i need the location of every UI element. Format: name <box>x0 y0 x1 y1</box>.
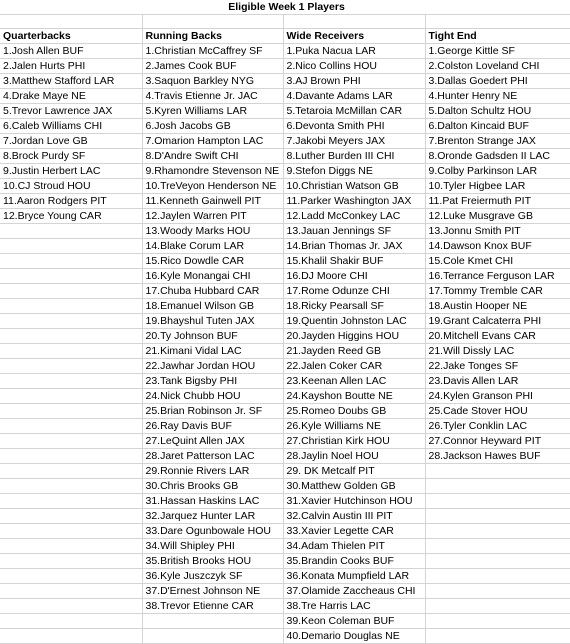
player-cell-wide-receivers[interactable]: 32.Calvin Austin III PIT <box>283 509 425 524</box>
player-cell-tight-end[interactable]: 18.Austin Hooper NE <box>425 299 570 314</box>
player-cell-wide-receivers[interactable]: 4.Davante Adams LAR <box>283 89 425 104</box>
cell[interactable] <box>0 239 142 254</box>
table-row <box>0 104 570 119</box>
player-cell-tight-end[interactable]: 1.George Kittle SF <box>425 44 570 59</box>
spacer-row <box>0 15 570 29</box>
player-cell-running-backs[interactable]: 7.Omarion Hampton LAC <box>142 134 283 149</box>
table-row <box>0 224 570 239</box>
cell[interactable] <box>425 629 570 644</box>
cell[interactable] <box>0 569 142 584</box>
player-cell-wide-receivers[interactable]: 2.Nico Collins HOU <box>283 59 425 74</box>
cell[interactable] <box>0 314 142 329</box>
player-cell-wide-receivers[interactable]: 10.Christian Watson GB <box>283 179 425 194</box>
player-cell-wide-receivers[interactable]: 14.Brian Thomas Jr. JAX <box>283 239 425 254</box>
player-cell-running-backs[interactable]: 31.Hassan Haskins LAC <box>142 494 283 509</box>
player-cell-wide-receivers[interactable]: 19.Quentin Johnston LAC <box>283 314 425 329</box>
player-cell-running-backs[interactable]: 12.Jaylen Warren PIT <box>142 209 283 224</box>
player-cell-tight-end[interactable]: 24.Kylen Granson PHI <box>425 389 570 404</box>
table-row <box>0 464 570 479</box>
player-cell-running-backs[interactable]: 24.Nick Chubb HOU <box>142 389 283 404</box>
table-row <box>0 599 570 614</box>
player-cell-wide-receivers[interactable]: 15.Khalil Shakir BUF <box>283 254 425 269</box>
cell[interactable] <box>0 509 142 524</box>
player-cell-tight-end[interactable]: 20.Mitchell Evans CAR <box>425 329 570 344</box>
player-cell-running-backs[interactable]: 29.Ronnie Rivers LAR <box>142 464 283 479</box>
player-cell-tight-end[interactable]: 22.Jake Tonges SF <box>425 359 570 374</box>
title-row <box>0 0 570 15</box>
player-cell-wide-receivers[interactable]: 24.Kayshon Boutte NE <box>283 389 425 404</box>
player-cell-running-backs[interactable]: 5.Kyren Williams LAR <box>142 104 283 119</box>
player-cell-wide-receivers[interactable]: 1.Puka Nacua LAR <box>283 44 425 59</box>
table-row <box>0 614 570 629</box>
player-cell-running-backs[interactable]: 17.Chuba Hubbard CAR <box>142 284 283 299</box>
player-cell-wide-receivers[interactable]: 18.Ricky Pearsall SF <box>283 299 425 314</box>
player-cell-tight-end[interactable]: 23.Davis Allen LAR <box>425 374 570 389</box>
table-row <box>0 524 570 539</box>
player-cell-wide-receivers[interactable]: 28.Jaylin Noel HOU <box>283 449 425 464</box>
cell[interactable] <box>425 584 570 599</box>
table-row <box>0 359 570 374</box>
cell[interactable] <box>0 404 142 419</box>
cell[interactable] <box>0 284 142 299</box>
table-row <box>0 74 570 89</box>
table-row <box>0 89 570 104</box>
cell[interactable] <box>425 494 570 509</box>
cell[interactable] <box>0 419 142 434</box>
cell[interactable] <box>0 269 142 284</box>
player-cell-running-backs[interactable]: 15.Rico Dowdle CAR <box>142 254 283 269</box>
table-row <box>0 239 570 254</box>
player-cell-wide-receivers[interactable]: 30.Matthew Golden GB <box>283 479 425 494</box>
cell[interactable] <box>0 329 142 344</box>
player-cell-tight-end[interactable]: 4.Hunter Henry NE <box>425 89 570 104</box>
player-cell-wide-receivers[interactable]: 12.Ladd McConkey LAC <box>283 209 425 224</box>
player-cell-quarterbacks[interactable]: 3.Matthew Stafford LAR <box>0 74 142 89</box>
cell[interactable] <box>0 584 142 599</box>
player-cell-running-backs[interactable]: 13.Woody Marks HOU <box>142 224 283 239</box>
cell[interactable] <box>0 599 142 614</box>
player-cell-running-backs[interactable]: 11.Kenneth Gainwell PIT <box>142 194 283 209</box>
player-cell-running-backs[interactable]: 2.James Cook BUF <box>142 59 283 74</box>
player-cell-running-backs[interactable]: 8.D'Andre Swift CHI <box>142 149 283 164</box>
player-cell-wide-receivers[interactable]: 9.Stefon Diggs NE <box>283 164 425 179</box>
cell[interactable] <box>0 554 142 569</box>
player-cell-tight-end[interactable]: 7.Brenton Strange JAX <box>425 134 570 149</box>
player-cell-running-backs[interactable]: 22.Jawhar Jordan HOU <box>142 359 283 374</box>
player-cell-running-backs[interactable]: 20.Ty Johnson BUF <box>142 329 283 344</box>
player-cell-quarterbacks[interactable]: 5.Trevor Lawrence JAX <box>0 104 142 119</box>
player-cell-wide-receivers[interactable]: 21.Jayden Reed GB <box>283 344 425 359</box>
player-cell-wide-receivers[interactable]: 31.Xavier Hutchinson HOU <box>283 494 425 509</box>
cell[interactable] <box>425 539 570 554</box>
header-tight-end[interactable]: Tight End <box>425 29 570 44</box>
player-cell-quarterbacks[interactable]: 9.Justin Herbert LAC <box>0 164 142 179</box>
cell[interactable] <box>425 464 570 479</box>
player-cell-tight-end[interactable]: 16.Terrance Ferguson LAR <box>425 269 570 284</box>
player-cell-tight-end[interactable]: 10.Tyler Higbee LAR <box>425 179 570 194</box>
player-cell-tight-end[interactable]: 11.Pat Freiermuth PIT <box>425 194 570 209</box>
cell[interactable] <box>0 629 142 644</box>
table-row <box>0 194 570 209</box>
player-cell-quarterbacks[interactable]: 8.Brock Purdy SF <box>0 149 142 164</box>
player-cell-wide-receivers[interactable]: 17.Rome Odunze CHI <box>283 284 425 299</box>
player-cell-wide-receivers[interactable]: 26.Kyle Williams NE <box>283 419 425 434</box>
table-row <box>0 209 570 224</box>
player-cell-wide-receivers[interactable]: 3.AJ Brown PHI <box>283 74 425 89</box>
cell[interactable] <box>425 614 570 629</box>
player-cell-running-backs[interactable]: 30.Chris Brooks GB <box>142 479 283 494</box>
table-row <box>0 494 570 509</box>
table-row <box>0 254 570 269</box>
cell[interactable] <box>0 389 142 404</box>
player-cell-running-backs[interactable]: 34.Will Shipley PHI <box>142 539 283 554</box>
table-row <box>0 434 570 449</box>
table-row <box>0 449 570 464</box>
player-cell-quarterbacks[interactable]: 1.Josh Allen BUF <box>0 44 142 59</box>
table-row <box>0 554 570 569</box>
header-running-backs[interactable]: Running Backs <box>142 29 283 44</box>
player-cell-quarterbacks[interactable]: 11.Aaron Rodgers PIT <box>0 194 142 209</box>
player-cell-wide-receivers[interactable]: 5.Tetaroia McMillan CAR <box>283 104 425 119</box>
player-cell-running-backs[interactable]: 38.Trevor Etienne CAR <box>142 599 283 614</box>
table-row <box>0 269 570 284</box>
player-cell-tight-end[interactable]: 13.Jonnu Smith PIT <box>425 224 570 239</box>
player-cell-running-backs[interactable]: 10.TreVeyon Henderson NE <box>142 179 283 194</box>
header-quarterbacks[interactable]: Quarterbacks <box>0 29 142 44</box>
table-row <box>0 584 570 599</box>
player-cell-wide-receivers[interactable]: 29. DK Metcalf PIT <box>283 464 425 479</box>
player-cell-quarterbacks[interactable]: 7.Jordan Love GB <box>0 134 142 149</box>
player-cell-wide-receivers[interactable]: 25.Romeo Doubs GB <box>283 404 425 419</box>
player-cell-running-backs[interactable]: 32.Jarquez Hunter LAR <box>142 509 283 524</box>
player-cell-wide-receivers[interactable]: 35.Brandin Cooks BUF <box>283 554 425 569</box>
player-cell-running-backs[interactable]: 36.Kyle Juszczyk SF <box>142 569 283 584</box>
player-cell-tight-end[interactable]: 8.Oronde Gadsden II LAC <box>425 149 570 164</box>
player-cell-running-backs[interactable]: 9.Rhamondre Stevenson NE <box>142 164 283 179</box>
cell[interactable] <box>425 599 570 614</box>
cell[interactable] <box>0 479 142 494</box>
table-row <box>0 59 570 74</box>
player-cell-tight-end[interactable]: 21.Will Dissly LAC <box>425 344 570 359</box>
player-cell-tight-end[interactable]: 28.Jackson Hawes BUF <box>425 449 570 464</box>
player-cell-tight-end[interactable]: 17.Tommy Tremble CAR <box>425 284 570 299</box>
table-row <box>0 569 570 584</box>
table-row <box>0 164 570 179</box>
player-cell-wide-receivers[interactable]: 22.Jalen Coker CAR <box>283 359 425 374</box>
header-wide-receivers[interactable]: Wide Receivers <box>283 29 425 44</box>
header-row <box>0 29 570 44</box>
table-row <box>0 284 570 299</box>
player-cell-tight-end[interactable]: 9.Colby Parkinson LAR <box>425 164 570 179</box>
player-cell-quarterbacks[interactable]: 6.Caleb Williams CHI <box>0 119 142 134</box>
player-cell-wide-receivers[interactable]: 39.Keon Coleman BUF <box>283 614 425 629</box>
cell[interactable] <box>0 374 142 389</box>
player-cell-running-backs[interactable]: 14.Blake Corum LAR <box>142 239 283 254</box>
cell[interactable] <box>425 524 570 539</box>
player-cell-wide-receivers[interactable]: 7.Jakobi Meyers JAX <box>283 134 425 149</box>
table-row <box>0 149 570 164</box>
table-row <box>0 509 570 524</box>
cell[interactable] <box>425 479 570 494</box>
cell[interactable] <box>0 434 142 449</box>
cell[interactable] <box>0 539 142 554</box>
player-cell-wide-receivers[interactable]: 23.Keenan Allen LAC <box>283 374 425 389</box>
player-cell-wide-receivers[interactable]: 38.Tre Harris LAC <box>283 599 425 614</box>
table-row <box>0 419 570 434</box>
cell[interactable] <box>425 569 570 584</box>
player-cell-running-backs[interactable]: 18.Emanuel Wilson GB <box>142 299 283 314</box>
player-cell-wide-receivers[interactable]: 20.Jayden Higgins HOU <box>283 329 425 344</box>
sheet-title[interactable]: Eligible Week 1 Players <box>0 0 570 15</box>
table-row <box>0 404 570 419</box>
player-cell-tight-end[interactable]: 27.Connor Heyward PIT <box>425 434 570 449</box>
player-cell-tight-end[interactable]: 2.Colston Loveland CHI <box>425 59 570 74</box>
player-cell-tight-end[interactable]: 6.Dalton Kincaid BUF <box>425 119 570 134</box>
player-cell-quarterbacks[interactable]: 12.Bryce Young CAR <box>0 209 142 224</box>
cell[interactable] <box>0 344 142 359</box>
player-cell-tight-end[interactable]: 19.Grant Calcaterra PHI <box>425 314 570 329</box>
player-cell-wide-receivers[interactable]: 37.Olamide Zaccheaus CHI <box>283 584 425 599</box>
player-cell-wide-receivers[interactable]: 8.Luther Burden III CHI <box>283 149 425 164</box>
cell[interactable] <box>0 524 142 539</box>
player-cell-tight-end[interactable]: 15.Cole Kmet CHI <box>425 254 570 269</box>
table-row <box>0 134 570 149</box>
player-cell-tight-end[interactable]: 14.Dawson Knox BUF <box>425 239 570 254</box>
cell[interactable] <box>425 509 570 524</box>
cell[interactable] <box>0 464 142 479</box>
player-cell-wide-receivers[interactable]: 16.DJ Moore CHI <box>283 269 425 284</box>
cell[interactable] <box>0 254 142 269</box>
cell[interactable] <box>0 15 142 29</box>
player-cell-quarterbacks[interactable]: 4.Drake Maye NE <box>0 89 142 104</box>
cell[interactable] <box>142 614 283 629</box>
player-cell-running-backs[interactable]: 25.Brian Robinson Jr. SF <box>142 404 283 419</box>
cell[interactable] <box>0 224 142 239</box>
player-cell-quarterbacks[interactable]: 2.Jalen Hurts PHI <box>0 59 142 74</box>
player-cell-wide-receivers[interactable]: 34.Adam Thielen PIT <box>283 539 425 554</box>
player-cell-tight-end[interactable]: 12.Luke Musgrave GB <box>425 209 570 224</box>
player-cell-running-backs[interactable]: 1.Christian McCaffrey SF <box>142 44 283 59</box>
table-row <box>0 539 570 554</box>
table-row <box>0 344 570 359</box>
player-cell-running-backs[interactable]: 21.Kimani Vidal LAC <box>142 344 283 359</box>
player-cell-running-backs[interactable]: 27.LeQuint Allen JAX <box>142 434 283 449</box>
player-cell-running-backs[interactable]: 4.Travis Etienne Jr. JAC <box>142 89 283 104</box>
table-row <box>0 374 570 389</box>
table-row <box>0 629 570 644</box>
cell[interactable] <box>0 359 142 374</box>
player-cell-running-backs[interactable]: 19.Bhayshul Tuten JAX <box>142 314 283 329</box>
cell[interactable] <box>283 15 425 29</box>
table-row <box>0 329 570 344</box>
player-cell-running-backs[interactable]: 26.Ray Davis BUF <box>142 419 283 434</box>
player-cell-tight-end[interactable]: 3.Dallas Goedert PHI <box>425 74 570 89</box>
table-row <box>0 389 570 404</box>
player-cell-wide-receivers[interactable]: 33.Xavier Legette CAR <box>283 524 425 539</box>
table-row <box>0 44 570 59</box>
player-cell-running-backs[interactable]: 37.D'Ernest Johnson NE <box>142 584 283 599</box>
player-cell-wide-receivers[interactable]: 36.Konata Mumpfield LAR <box>283 569 425 584</box>
player-cell-wide-receivers[interactable]: 13.Jauan Jennings SF <box>283 224 425 239</box>
player-cell-running-backs[interactable]: 23.Tank Bigsby PHI <box>142 374 283 389</box>
cell[interactable] <box>0 449 142 464</box>
cell[interactable] <box>0 299 142 314</box>
player-cell-tight-end[interactable]: 25.Cade Stover HOU <box>425 404 570 419</box>
player-cell-running-backs[interactable]: 16.Kyle Monangai CHI <box>142 269 283 284</box>
cell[interactable] <box>142 629 283 644</box>
player-cell-quarterbacks[interactable]: 10.CJ Stroud HOU <box>0 179 142 194</box>
cell[interactable] <box>425 554 570 569</box>
cell[interactable] <box>0 614 142 629</box>
player-cell-tight-end[interactable]: 5.Dalton Schultz HOU <box>425 104 570 119</box>
player-cell-running-backs[interactable]: 35.British Brooks HOU <box>142 554 283 569</box>
cell[interactable] <box>0 494 142 509</box>
cell[interactable] <box>425 15 570 29</box>
player-cell-wide-receivers[interactable]: 11.Parker Washington JAX <box>283 194 425 209</box>
player-cell-tight-end[interactable]: 26.Tyler Conklin LAC <box>425 419 570 434</box>
player-cell-running-backs[interactable]: 3.Saquon Barkley NYG <box>142 74 283 89</box>
table-row <box>0 314 570 329</box>
player-cell-wide-receivers[interactable]: 6.Devonta Smith PHI <box>283 119 425 134</box>
table-row <box>0 299 570 314</box>
player-cell-running-backs[interactable]: 33.Dare Ogunbowale HOU <box>142 524 283 539</box>
player-cell-wide-receivers[interactable]: 40.Demario Douglas NE <box>283 629 425 644</box>
table-row <box>0 119 570 134</box>
player-cell-running-backs[interactable]: 28.Jaret Patterson LAC <box>142 449 283 464</box>
player-cell-running-backs[interactable]: 6.Josh Jacobs GB <box>142 119 283 134</box>
table-row <box>0 479 570 494</box>
player-cell-wide-receivers[interactable]: 27.Christian Kirk HOU <box>283 434 425 449</box>
cell[interactable] <box>142 15 283 29</box>
table-row <box>0 179 570 194</box>
